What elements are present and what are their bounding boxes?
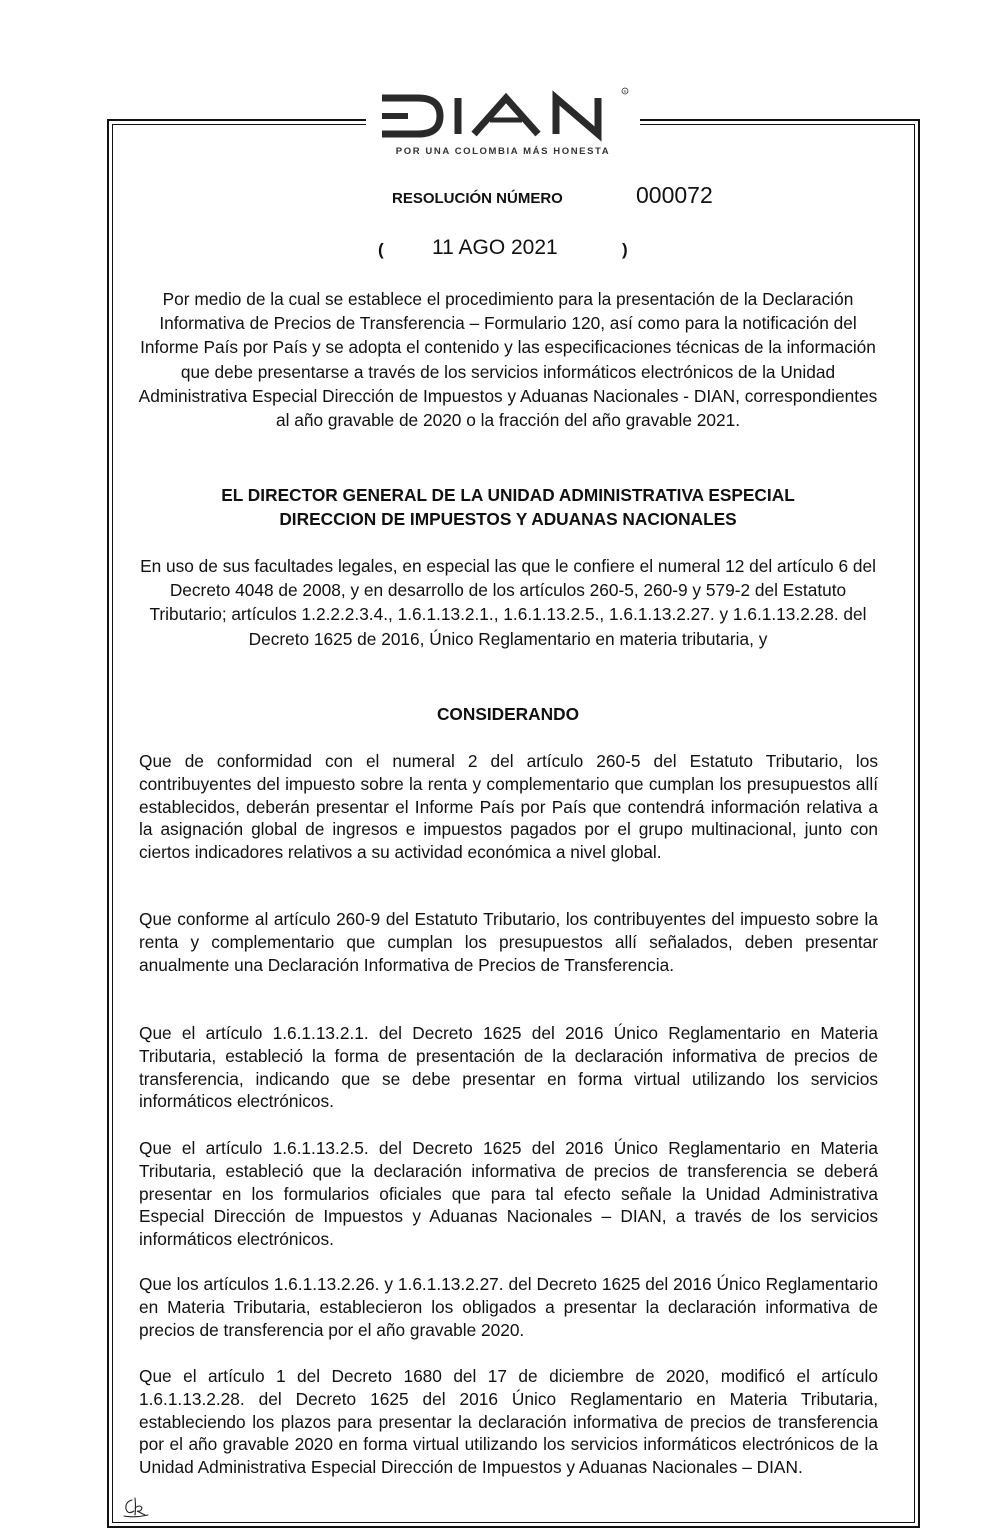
- dian-wordmark: [378, 86, 632, 144]
- authority-line-1: EL DIRECTOR GENERAL DE LA UNIDAD ADMINISTRATIVA ESPECIAL: [221, 485, 795, 505]
- considerando-paragraph-1: Que de conformidad con el numeral 2 del artículo 260-5 del Estatuto Tributario, los contribuyentes del impuesto sobre la renta y complementario que cumplan los presupuestos allí establecidos, deberán presentar el Informe País por País que contendrá información relativa a la asignación global de ingresos e impuestos pagados por el grupo multinacional, junto con ciertos indicadores relativos a su actividad económica a nivel global.: [139, 751, 878, 863]
- svg-text:R: R: [623, 89, 627, 94]
- considerando-title: CONSIDERANDO: [436, 704, 580, 724]
- resolution-label: RESOLUCIÓN NÚMERO: [392, 190, 563, 207]
- considerando-paragraph-5: Que los artículos 1.6.1.13.2.26. y 1.6.1.13.2.27. del Decreto 1625 del 2016 Único Reglamentario en Materia Tributaria, establecieron los obligados a presentar la declaración informativa de precios de transferencia por el año gravable 2020.: [139, 1274, 878, 1340]
- handwritten-initials: [122, 1494, 152, 1520]
- legal-powers: En uso de sus facultades legales, en especial las que le confiere el numeral 12 del artículo 6 del Decreto 4048 de 2008, y en desarrollo de los artículos 260-5, 260-9 y 579-2 del Estatuto Tributario; artículos 1.2.2.2.3.4., 1.6.1.13.2.1., 1.6.1.13.2.5., 1.6.1.13.2.27. y 1.6.1.13.2.28. del Decreto 1625 de 2016, Único Reglamentario en materia tributaria, y: [140, 556, 876, 649]
- resolution-date: 11 AGO 2021: [432, 236, 558, 259]
- logo-tagline: POR UNA COLOMBIA MÁS HONESTA: [395, 146, 611, 157]
- considerando-paragraph-6: Que el artículo 1 del Decreto 1680 del 17 de diciembre de 2020, modificó el artículo 1.6.1.13.2.28. del Decreto 1625 del 2016 Único Reglamentario en Materia Tributaria, estableciendo los plazos para presentar la declaración informativa de precios de transferencia por el año gravable 2020 en forma virtual utilizando los servicios informáticos electrónicos de la Unidad Administrativa Especial Dirección de Impuestos y Aduanas Nacionales – DIAN.: [139, 1366, 878, 1478]
- considerando-paragraph-2: Que conforme al artículo 260-9 del Estatuto Tributario, los contribuyentes del impuesto sobre la renta y complementario que cumplan los presupuestos allí señalados, deben presentar anualmente una Declaración Informativa de Precios de Transferencia.: [139, 909, 878, 975]
- authority-line-2: DIRECCION DE IMPUESTOS Y ADUANAS NACIONALES: [279, 509, 737, 530]
- dian-logo: [366, 86, 640, 162]
- date-paren-open: (: [378, 240, 384, 259]
- considerando-paragraph-4: Que el artículo 1.6.1.13.2.5. del Decreto 1625 del 2016 Único Reglamentario en Materia Tributaria, estableció que la declaración informativa de precios de transferencia se deberá presentar en los formularios oficiales que para tal efecto señale la Unidad Administrativa Especial Dirección de Impuestos y Aduanas Nacionales – DIAN, a través de los servicios informáticos electrónicos.: [139, 1138, 878, 1250]
- date-paren-close: ): [622, 240, 628, 259]
- resolution-summary: Por medio de la cual se establece el procedimiento para la presentación de la Declaración Informativa de Precios de Transferencia – Formulario 120, así como para la notificación del Informe País por País y se adopta el contenido y las especificaciones técnicas de la información que debe presentarse a través de los servicios informáticos electrónicos de la Unidad Administrativa Especial Dirección de Impuestos y Aduanas Nacionales - DIAN, correspondientes al año gravable de 2020 o la fracción del año gravable 2021.: [138, 289, 878, 431]
- considerando-paragraph-3: Que el artículo 1.6.1.13.2.1. del Decreto 1625 del 2016 Único Reglamentario en Materia Tributaria, estableció la forma de presentación de la declaración informativa de precios de transferencia, indicando que se debe presentar en forma virtual utilizando los servicios informáticos electrónicos.: [139, 1023, 878, 1112]
- resolution-number: 000072: [636, 182, 713, 208]
- authority-heading: [132, 483, 884, 531]
